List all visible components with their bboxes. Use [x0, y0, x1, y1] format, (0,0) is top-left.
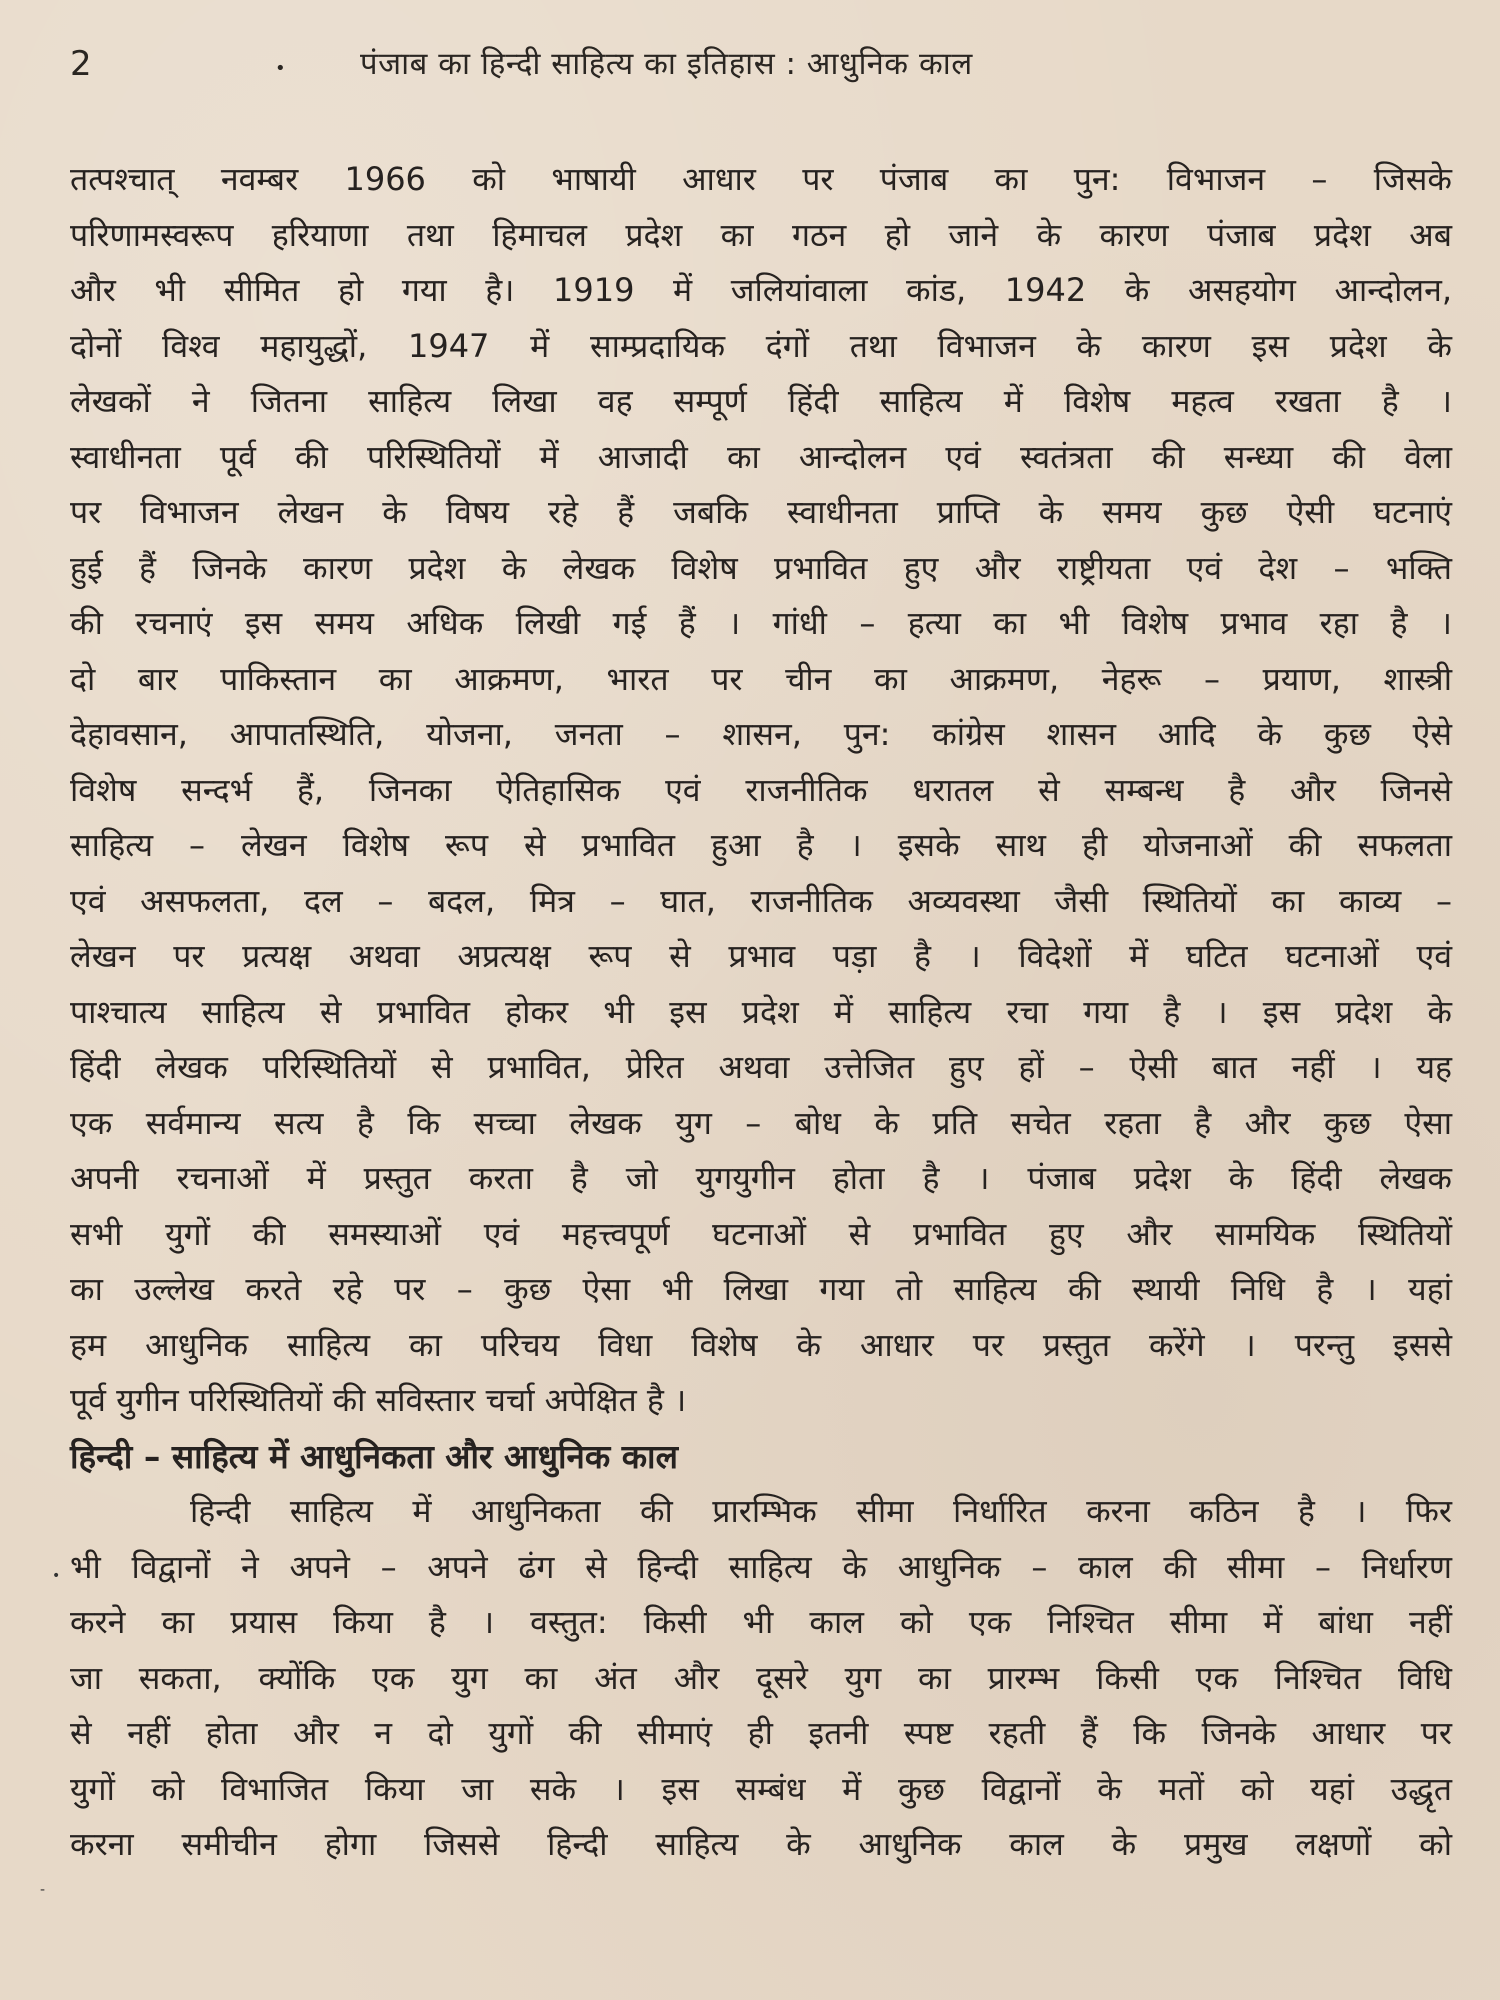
text-line: स्वाधीनता पूर्व की परिस्थितियों में आजादी का आन्दोलन एवं स्वतंत्रता की सन्ध्या की वेला: [70, 437, 1452, 476]
text-line: एवं असफलता, दल – बदल, मित्र – घात, राजनीतिक अव्यवस्था जैसी स्थितियों का काव्य –: [70, 881, 1452, 920]
body-text: [70, 152, 1452, 1873]
text-line: पाश्चात्य साहित्य से प्रभावित होकर भी इस प्रदेश में साहित्य रचा गया है । इस प्रदेश के: [70, 992, 1453, 1031]
page-header: [0, 38, 1500, 98]
text-line: हम आधुनिक साहित्य का परिचय विधा विशेष के आधार पर प्रस्तुत करेंगे । परन्तु इससे: [70, 1325, 1452, 1364]
text-line: भी विद्वानों ने अपने – अपने ढंग से हिन्दी साहित्य के आधुनिक – काल की सीमा – निर्धारण: [70, 1547, 1452, 1586]
text-line: तत्पश्चात् नवम्बर 1966 को भाषायी आधार पर पंजाब का पुन: विभाजन – जिसके: [70, 160, 1452, 198]
text-line: सभी युगों की समस्याओं एवं महत्त्वपूर्ण घटनाओं से प्रभावित हुए और सामयिक स्थितियों: [70, 1214, 1452, 1253]
text-line: पर विभाजन लेखन के विषय रहे हैं जबकि स्वाधीनता प्राप्ति के समय कुछ ऐसी घटनाएं: [70, 493, 1452, 531]
text-line: जा सकता, क्योंकि एक युग का अंत और दूसरे युग का प्रारम्भ किसी एक निश्चित विधि: [70, 1658, 1452, 1697]
text-line: दोनों विश्व महायुद्धों, 1947 में साम्प्रदायिक दंगों तथा विभाजन के कारण इस प्रदेश के: [70, 326, 1452, 365]
text-line: देहावसान, आपातस्थिति, योजना, जनता – शासन, पुन: कांग्रेस शासन आदि के कुछ ऐसे: [70, 715, 1452, 753]
text-line: और भी सीमित हो गया है। 1919 में जलियांवाला कांड, 1942 के असहयोग आन्दोलन,: [70, 271, 1452, 309]
text-line: अपनी रचनाओं में प्रस्तुत करता है जो युगयुगीन होता है । पंजाब प्रदेश के हिंदी लेखक: [70, 1159, 1452, 1197]
text-line: करने का प्रयास किया है । वस्तुत: किसी भी काल को एक निश्चित सीमा में बांधा नहीं: [70, 1603, 1452, 1641]
margin-mark-icon: -: [40, 1882, 46, 1898]
text-line: हुई हैं जिनके कारण प्रदेश के लेखक विशेष प्रभावित हुए और राष्ट्रीयता एवं देश – भक्ति: [70, 548, 1452, 587]
text-line: की रचनाएं इस समय अधिक लिखी गई हैं । गांधी – हत्या का भी विशेष प्रभाव रहा है ।: [70, 604, 1452, 642]
text-line: दो बार पाकिस्तान का आक्रमण, भारत पर चीन का आक्रमण, नेहरू – प्रयाण, शास्त्री: [70, 659, 1452, 698]
text-line: युगों को विभाजित किया जा सके । इस सम्बंध में कुछ विद्वानों के मतों को यहां उद्धृत: [70, 1769, 1452, 1808]
section-heading: हिन्दी – साहित्य में आधुनिकता और आधुनिक काल: [70, 1436, 678, 1476]
text-line: हिन्दी साहित्य में आधुनिकता की प्रारम्भिक सीमा निर्धारित करना कठिन है । फिर: [190, 1492, 1452, 1530]
page-number: 2: [70, 44, 92, 84]
text-line: साहित्य – लेखन विशेष रूप से प्रभावित हुआ है । इसके साथ ही योजनाओं की सफलता: [70, 826, 1452, 864]
text-line: का उल्लेख करते रहे पर – कुछ ऐसा भी लिखा गया तो साहित्य की स्थायी निधि है । यहां: [70, 1270, 1452, 1308]
text-line: लेखकों ने जितना साहित्य लिखा वह सम्पूर्ण हिंदी साहित्य में विशेष महत्व रखता है ।: [70, 382, 1452, 420]
text-line: करना समीचीन होगा जिससे हिन्दी साहित्य के आधुनिक काल के प्रमुख लक्षणों को: [70, 1825, 1452, 1863]
header-bullet-icon: •: [275, 58, 286, 79]
text-line: से नहीं होता और न दो युगों की सीमाएं ही इतनी स्पष्ट रहती हैं कि जिनके आधार पर: [70, 1714, 1452, 1752]
running-title: पंजाब का हिन्दी साहित्य का इतिहास : आधुनिक काल: [360, 46, 973, 82]
text-line: लेखन पर प्रत्यक्ष अथवा अप्रत्यक्ष रूप से प्रभाव पड़ा है । विदेशों में घटित घटनाओं एवं: [70, 937, 1452, 975]
paragraph-2: [70, 1484, 1452, 1873]
text-line: विशेष सन्दर्भ हैं, जिनका ऐतिहासिक एवं राजनीतिक धरातल से सम्बन्ध है और जिनसे: [70, 770, 1452, 809]
text-line: परिणामस्वरूप हरियाणा तथा हिमाचल प्रदेश का गठन हो जाने के कारण पंजाब प्रदेश अब: [70, 215, 1452, 254]
text-line: एक सर्वमान्य सत्य है कि सच्चा लेखक युग – बोध के प्रति सचेत रहता है और कुछ ऐसा: [70, 1103, 1452, 1142]
text-line: पूर्व युगीन परिस्थितियों की सविस्तार चर्चा अपेक्षित है ।: [70, 1381, 687, 1419]
paragraph-1: [70, 152, 1452, 1429]
text-line: हिंदी लेखक परिस्थितियों से प्रभावित, प्रेरित अथवा उत्तेजित हुए हों – ऐसी बात नहीं । यह: [70, 1048, 1452, 1086]
margin-mark-icon: •: [52, 1568, 61, 1584]
